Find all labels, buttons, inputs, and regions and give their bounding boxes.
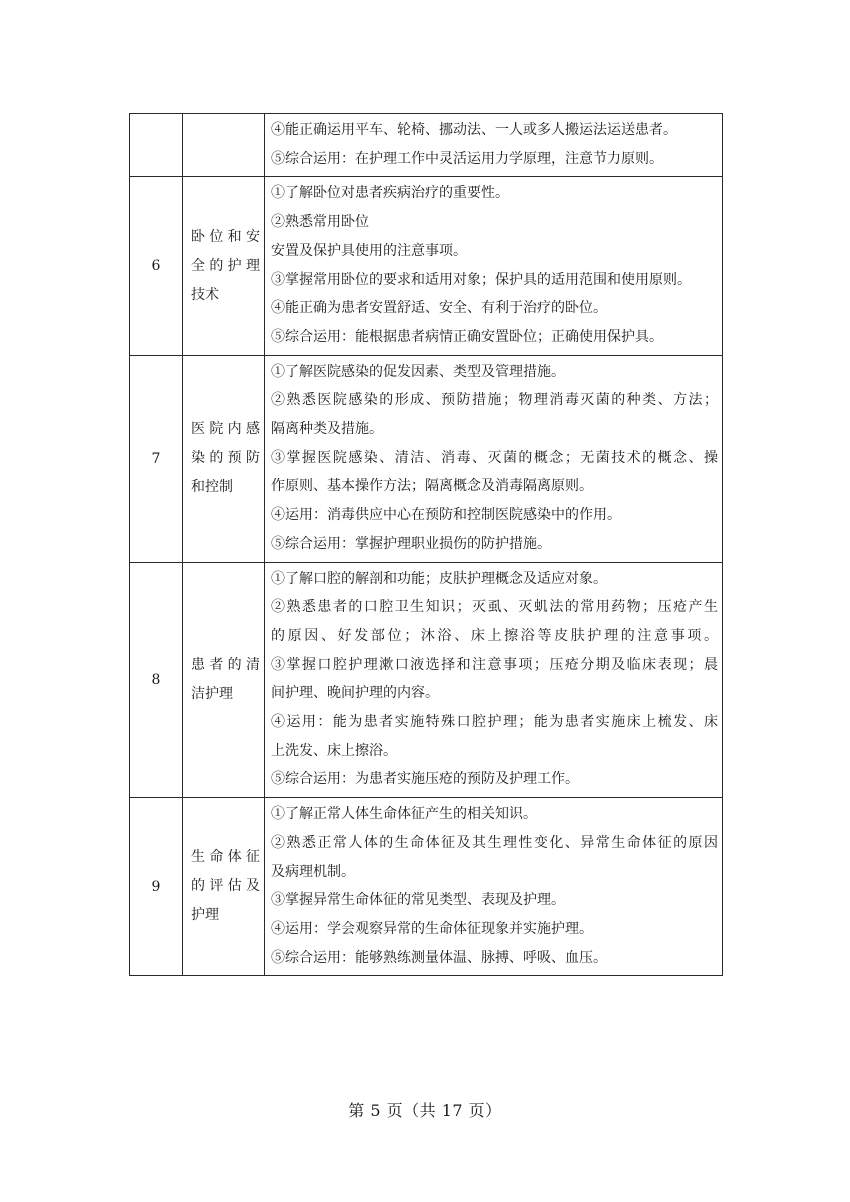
requirement-line: 作原则、基本操作方法；隔离概念及消毒隔离原则。 <box>271 478 593 495</box>
row-number: 6 <box>130 177 183 355</box>
table-row <box>130 562 723 798</box>
topic-line: 生命体征 <box>191 849 260 866</box>
requirement-line: ③掌握异常生命体征的常见类型、表现及护理。 <box>271 892 565 909</box>
requirement-line: ①了解正常人体生命体征产生的相关知识。 <box>271 806 537 823</box>
requirement-line: ⑤综合运用：能够熟练测量体温、脉搏、呼吸、血压。 <box>271 949 607 966</box>
requirement-line: ③掌握医院感染、清洁、消毒、灭菌的概念；无菌技术的概念、操 <box>271 449 718 466</box>
row-topic <box>183 798 265 976</box>
curriculum-table <box>129 113 723 976</box>
requirement-line: 上洗发、床上擦浴。 <box>271 742 397 759</box>
requirement-line: ②熟悉正常人体的生命体征及其生理性变化、异常生命体征的原因 <box>271 834 718 851</box>
requirement-line: ④运用：能为患者实施特殊口腔护理；能为患者实施床上梳发、床 <box>271 714 718 731</box>
requirement-line: ②熟悉患者的口腔卫生知识；灭虱、灭虮法的常用药物；压疮产生 <box>271 599 718 616</box>
requirement-line: 安置及保护具使用的注意事项。 <box>271 242 467 259</box>
requirement-line: 的原因、好发部位；沐浴、床上擦浴等皮肤护理的注意事项。 <box>271 627 718 644</box>
requirement-line: 隔离种类及措施。 <box>271 421 383 438</box>
requirement-line: 及病理机制。 <box>271 863 355 880</box>
table-row <box>130 798 723 976</box>
row-requirements <box>265 562 723 798</box>
topic-line: 护理 <box>191 907 219 924</box>
row-requirements <box>265 798 723 976</box>
topic-line: 患者的清 <box>191 656 260 673</box>
topic-line: 的评估及 <box>191 878 260 895</box>
requirement-line: ④能正确运用平车、轮椅、挪动法、一人或多人搬运法运送患者。 <box>271 122 677 138</box>
row-number: 8 <box>130 562 183 798</box>
requirement-line: ③掌握口腔护理漱口液选择和注意事项；压疮分期及临床表现；晨 <box>271 656 718 673</box>
topic-line: 卧位和安 <box>191 228 260 245</box>
row-number: 9 <box>130 798 183 976</box>
requirement-line: 间护理、晚间护理的内容。 <box>271 685 439 702</box>
requirement-line: ④运用：学会观察异常的生命体征现象并实施护理。 <box>271 920 593 937</box>
requirement-line: ②熟悉常用卧位 <box>271 214 369 231</box>
row-number <box>130 114 183 177</box>
topic-line: 洁护理 <box>191 685 233 702</box>
requirement-line: ⑤综合运用：为患者实施压疮的预防及护理工作。 <box>271 771 579 788</box>
requirement-line: ②熟悉医院感染的形成、预防措施；物理消毒灭菌的种类、方法； <box>271 392 718 409</box>
topic-line: 医院内感 <box>191 421 260 438</box>
row-requirements <box>265 355 723 562</box>
row-topic <box>183 355 265 562</box>
requirement-line: ⑤综合运用：在护理工作中灵活运用力学原理，注意节力原则。 <box>271 150 663 167</box>
page-number: 第 5 页（共 17 页） <box>348 1101 502 1120</box>
row-requirements <box>265 114 723 177</box>
requirement-line: ①了解口腔的解剖和功能；皮肤护理概念及适应对象。 <box>271 570 607 587</box>
topic-line: 全的护理 <box>191 257 260 274</box>
table-row <box>130 355 723 562</box>
requirement-line: ④能正确为患者安置舒适、安全、有利于治疗的卧位。 <box>271 300 607 317</box>
requirement-line: ⑤综合运用：掌握护理职业损伤的防护措施。 <box>271 535 551 552</box>
table-row <box>130 177 723 355</box>
topic-line: 染的预防 <box>191 450 260 467</box>
row-topic <box>183 177 265 355</box>
table-body <box>130 114 723 976</box>
topic-line: 技术 <box>191 286 219 303</box>
requirement-line: ③掌握常用卧位的要求和适用对象；保护具的适用范围和使用原则。 <box>271 271 691 288</box>
requirement-line: ⑤综合运用：能根据患者病情正确安置卧位；正确使用保护具。 <box>271 328 663 345</box>
requirement-line: ①了解卧位对患者疾病治疗的重要性。 <box>271 185 509 202</box>
requirement-line: ①了解医院感染的促发因素、类型及管理措施。 <box>271 363 565 380</box>
topic-line: 和控制 <box>191 479 233 496</box>
row-requirements <box>265 177 723 355</box>
row-number: 7 <box>130 355 183 562</box>
row-topic <box>183 114 265 177</box>
row-topic <box>183 562 265 798</box>
table-row <box>130 114 723 177</box>
requirement-line: ④运用：消毒供应中心在预防和控制医院感染中的作用。 <box>271 507 621 524</box>
